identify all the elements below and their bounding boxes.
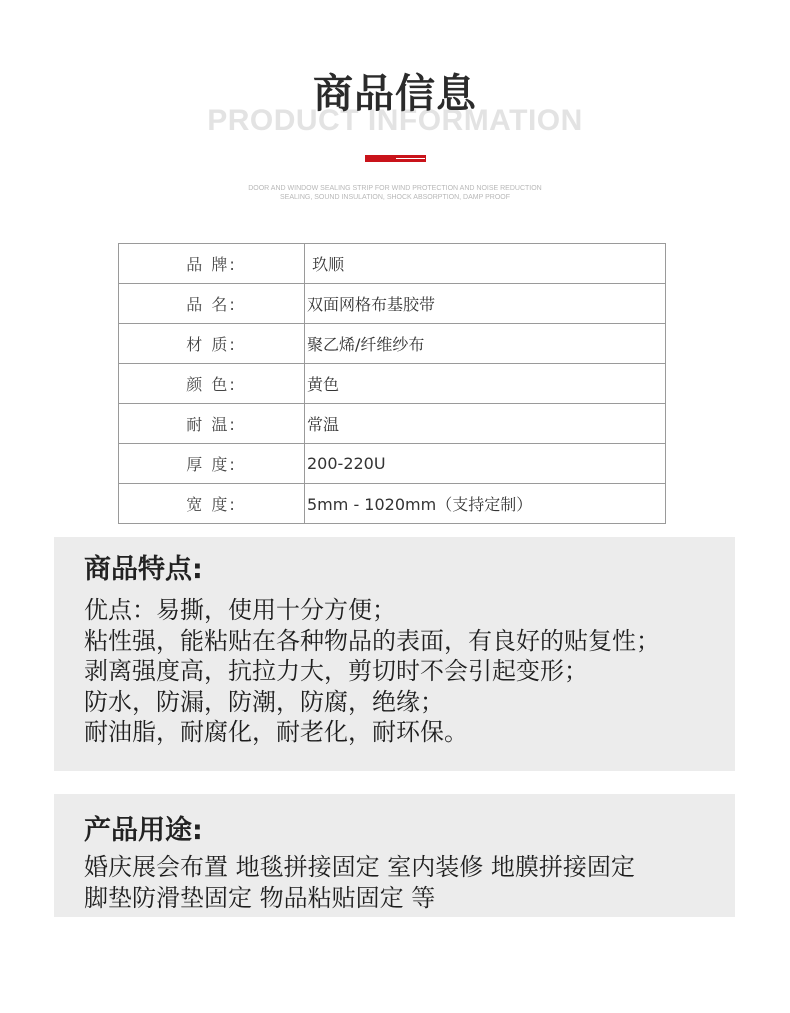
- spec-label: 品 牌:: [119, 244, 305, 284]
- divider-red-segment: [366, 156, 396, 161]
- spec-label: 品 名:: [119, 284, 305, 324]
- list-item: 脚垫防滑垫固定 物品粘贴固定 等: [84, 883, 436, 912]
- usage-title: 产品用途:: [84, 815, 203, 846]
- spec-value: 常温: [305, 404, 666, 444]
- spec-value-text: 玖顺: [312, 255, 345, 274]
- features-list: [84, 595, 660, 748]
- table-row: [119, 364, 666, 404]
- spec-label: 材 质:: [119, 324, 305, 364]
- features-section: [54, 537, 735, 771]
- list-item: 优点：易撕，使用十分方便；: [84, 596, 396, 624]
- list-item: 耐油脂，耐腐化，耐老化，耐环保。: [84, 718, 468, 746]
- usage-section: [54, 794, 735, 917]
- features-title: 商品特点:: [84, 554, 203, 585]
- page-title: 商品信息: [313, 71, 477, 117]
- table-row: [119, 444, 666, 484]
- list-item: 防水，防漏，防潮，防腐，绝缘；: [84, 687, 444, 716]
- list-item: 剥离强度高，抗拉力大，剪切时不会引起变形；: [84, 657, 588, 685]
- spec-value: 黄色: [305, 364, 666, 404]
- divider-white-segment: [396, 156, 425, 161]
- spec-value: 5mm - 1020mm（支持定制）: [305, 484, 666, 524]
- spec-value: 200-220U: [305, 444, 666, 484]
- table-row: [119, 324, 666, 364]
- table-row: [119, 404, 666, 444]
- tagline: [0, 184, 790, 202]
- tagline-line-2: SEALING, SOUND INSULATION, SHOCK ABSORPTION, DAMP PROOF: [279, 194, 510, 201]
- title-divider: [365, 155, 426, 162]
- spec-value: [305, 244, 666, 284]
- spec-label: 耐 温:: [119, 404, 305, 444]
- table-row: [119, 484, 666, 524]
- spec-value: 聚乙烯/纤维纱布: [305, 324, 666, 364]
- tagline-line-1: DOOR AND WINDOW SEALING STRIP FOR WIND PROTECTION AND NOISE REDUCTION: [248, 185, 542, 192]
- spec-label: 厚 度:: [119, 444, 305, 484]
- spec-label: 宽 度:: [119, 484, 305, 524]
- list-item: 粘性强，能粘贴在各种物品的表面，有良好的贴复性；: [84, 626, 660, 655]
- spec-table: [118, 243, 666, 524]
- list-item: 婚庆展会布置 地毯拼接固定 室内装修 地膜拼接固定: [84, 853, 635, 881]
- table-row: [119, 244, 666, 284]
- table-row: [119, 284, 666, 324]
- spec-label: 颜 色:: [119, 364, 305, 404]
- page-subtitle: PRODUCT INFORMATION: [207, 104, 583, 137]
- spec-value: 双面网格布基胶带: [305, 284, 666, 324]
- usage-list: [84, 852, 635, 913]
